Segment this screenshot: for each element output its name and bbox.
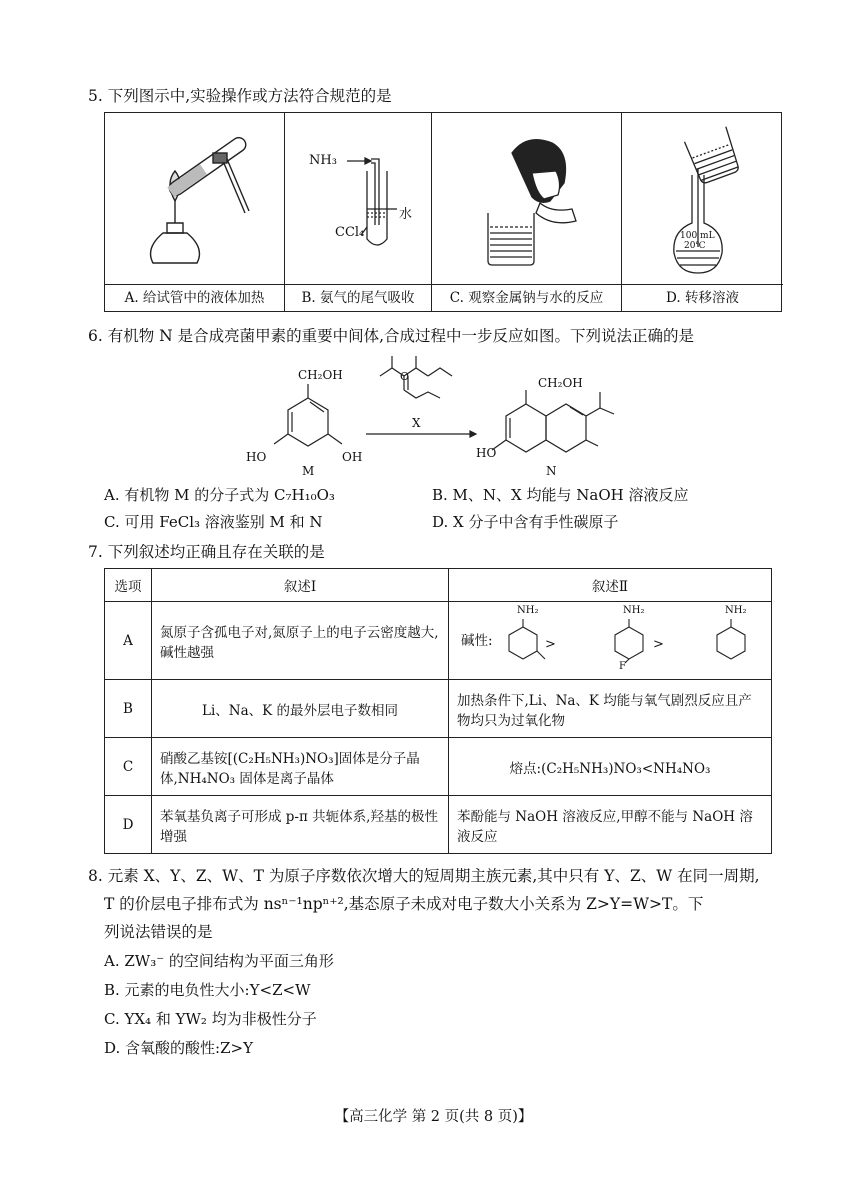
q8-line-1: 8. 元素 X、Y、Z、W、T 为原子序数依次增大的短周期主族元素,其中只有 Y、Z、W 在同一周期, <box>88 867 760 885</box>
q7-stem: 7. 下列叙述均正确且存在关联的是 <box>88 543 325 561</box>
n-ch2oh-label: CH₂OH <box>538 376 583 390</box>
figure-a-caption: A. 给试管中的液体加热 <box>105 284 284 311</box>
table-row <box>105 602 772 680</box>
q7-table <box>104 568 772 854</box>
x-o-label-1: O <box>400 370 410 383</box>
water-label: 水 <box>399 207 413 222</box>
q6-stem: 6. 有机物 N 是合成亮菌甲素的重要中间体,合成过程中一步反应如图。下列说法正确的是 <box>88 327 695 345</box>
q8-option-d: D. 含氧酸的酸性:Z>Y <box>104 1039 253 1057</box>
n-label: N <box>546 464 557 478</box>
q6-reaction-scheme <box>240 352 640 480</box>
q5-figure-table <box>104 112 782 312</box>
flask-temp-label: 20℃ <box>684 241 706 251</box>
figure-b <box>285 113 432 311</box>
header-statement-1: 叙述Ⅰ <box>152 569 449 602</box>
nh2-label-1: NH₂ <box>517 604 539 616</box>
nh2-label-2: NH₂ <box>623 604 645 616</box>
q6-option-a: A. 有机物 M 的分子式为 C₇H₁₀O₃ <box>104 486 335 504</box>
table-header-row <box>105 569 772 602</box>
figure-a <box>105 113 285 311</box>
m-oh-label: OH <box>342 450 363 464</box>
q5-stem: 5. 下列图示中,实验操作或方法符合规范的是 <box>88 87 392 105</box>
q8-line-2: T 的价层电子排布式为 nsⁿ⁻¹npⁿ⁺²,基态原子未成对电子数大小关系为 Z>Y=W>T。下 <box>104 895 704 913</box>
table-row <box>105 796 772 854</box>
m-ch2oh-label: CH₂OH <box>298 368 343 382</box>
header-statement-2: 叙述Ⅱ <box>449 569 772 602</box>
header-option: 选项 <box>105 569 152 602</box>
test-tube-heating-drawing <box>105 113 284 285</box>
figure-d <box>622 113 783 311</box>
gt-sign-2: > <box>653 636 664 652</box>
figure-d-caption: D. 转移溶液 <box>622 284 783 311</box>
q6-option-c: C. 可用 FeCl₃ 溶液鉴别 M 和 N <box>104 513 323 531</box>
q8-option-b: B. 元素的电负性大小:Y<Z<W <box>104 981 311 999</box>
gt-sign-1: > <box>545 636 556 652</box>
row-a-statement-1: 氮原子含孤电子对,氮原子上的电子云密度越大,碱性越强 <box>152 602 449 680</box>
row-d-option: D <box>105 796 152 854</box>
row-b-statement-2: 加热条件下,Li、Na、K 均能与氧气剧烈反应且产物均只为过氧化物 <box>449 680 772 738</box>
transfer-solution-drawing <box>622 113 783 285</box>
m-ho-label: HO <box>246 450 267 464</box>
q8-option-a: A. ZW₃⁻ 的空间结构为平面三角形 <box>104 952 334 970</box>
flask-volume-label: 100 mL <box>680 231 715 241</box>
q8-line-3: 列说法错误的是 <box>104 923 213 941</box>
q6-option-d: D. X 分子中含有手性碳原子 <box>432 513 619 531</box>
q6-option-b: B. M、N、X 均能与 NaOH 溶液反应 <box>432 486 689 504</box>
n-ho-label: HO <box>476 446 497 460</box>
figure-c <box>432 113 622 311</box>
observe-reaction-drawing <box>432 113 621 285</box>
page-footer: 【高三化学 第 2 页(共 8 页)】 <box>334 1109 533 1125</box>
row-c-statement-2: 熔点:(C₂H₅NH₃)NO₃<NH₄NO₃ <box>449 738 772 796</box>
nh2-label-3: NH₂ <box>725 604 747 616</box>
row-a-statement-2 <box>449 602 772 680</box>
ammonia-absorption-drawing <box>285 113 431 285</box>
basicity-prefix: 碱性: <box>461 632 493 649</box>
figure-c-caption: C. 观察金属钠与水的反应 <box>432 284 621 311</box>
aniline-comparison <box>457 604 763 675</box>
row-b-option: B <box>105 680 152 738</box>
q8-option-c: C. YX₄ 和 YW₂ 均为非极性分子 <box>104 1010 317 1028</box>
row-d-statement-1: 苯氧基负离子可形成 p-π 共轭体系,羟基的极性增强 <box>152 796 449 854</box>
row-a-option: A <box>105 602 152 680</box>
table-row <box>105 738 772 796</box>
nh3-label: NH₃ <box>309 153 337 168</box>
figure-b-caption: B. 氨气的尾气吸收 <box>285 284 431 311</box>
row-c-option: C <box>105 738 152 796</box>
table-row <box>105 680 772 738</box>
reagent-x-label: X <box>412 416 421 430</box>
f-label: F <box>619 660 626 672</box>
row-d-statement-2: 苯酚能与 NaOH 溶液反应,甲醇不能与 NaOH 溶液反应 <box>449 796 772 854</box>
ccl4-label: CCl₄ <box>335 225 365 240</box>
row-b-statement-1: Li、Na、K 的最外层电子数相同 <box>152 680 449 738</box>
m-label: M <box>302 464 315 478</box>
row-c-statement-1: 硝酸乙基铵[(C₂H₅NH₃)NO₃]固体是分子晶体,NH₄NO₃ 固体是离子晶体 <box>152 738 449 796</box>
